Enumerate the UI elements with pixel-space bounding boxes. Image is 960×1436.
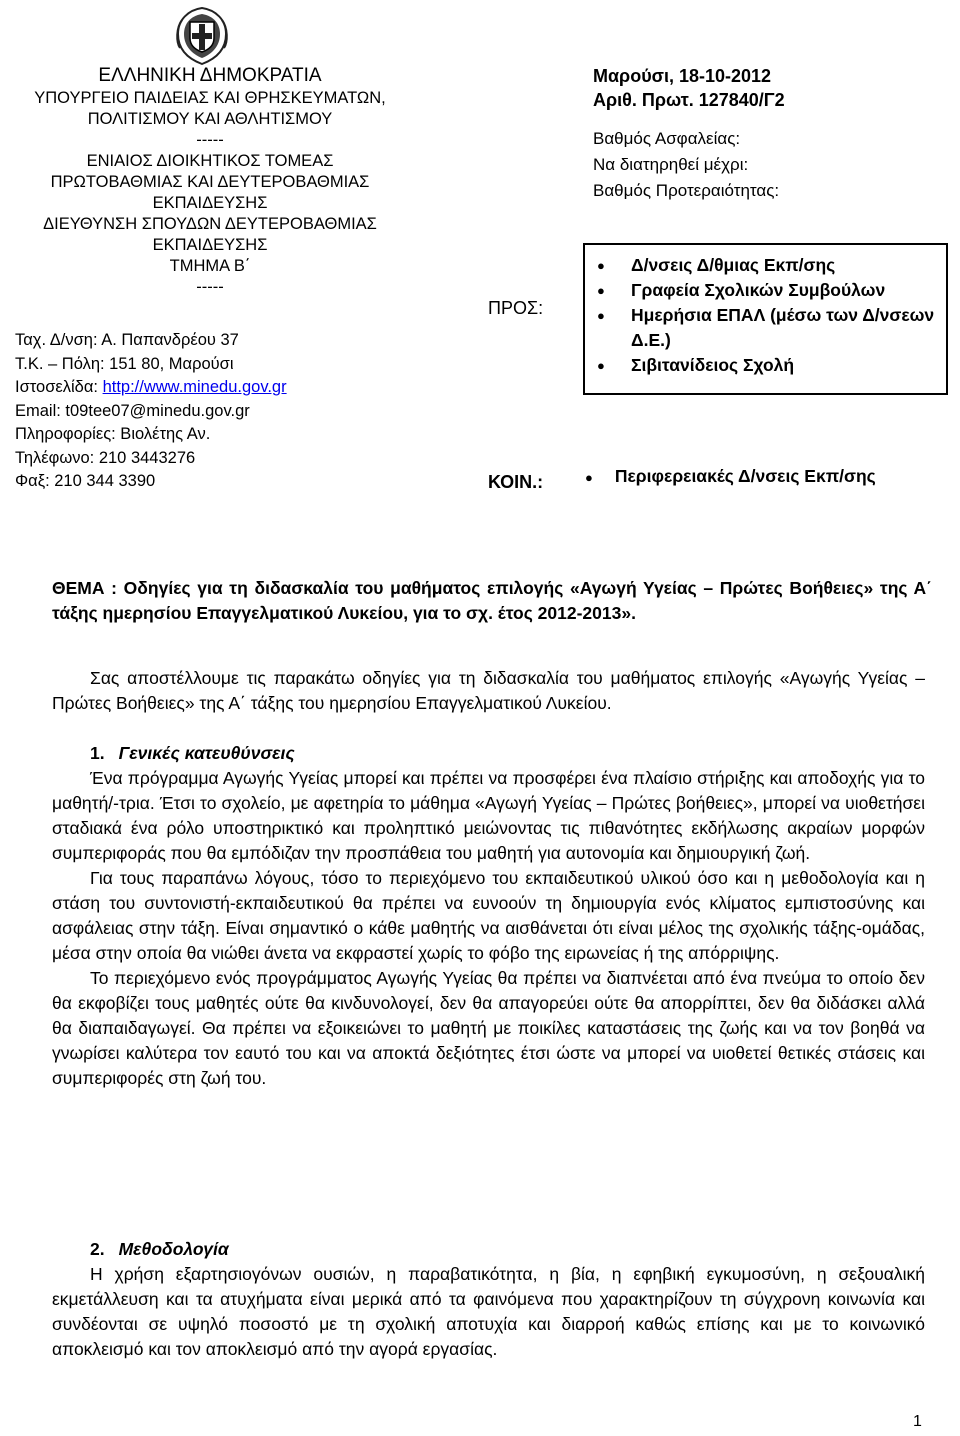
intro-paragraph: Σας αποστέλλουμε τις παρακάτω οδηγίες για τη διδασκαλία του μαθήματος επιλογής «Αγωγής Υγείας – Πρώτες Βοήθειες» της Α΄ τάξης του ημερησίου Επαγγελματικού Λυκείου. [52,668,925,713]
section-general-guidelines [52,741,925,1091]
bullet-icon: ● [585,470,593,485]
body-paragraph: Η χρήση εξαρτησιογόνων ουσιών, η παραβατικότητα, η βία, η εφηβική εγκυμοσύνη, η σεξουαλική εκμετάλλευση και τα ατυχήματα είναι μερικά από τα φαινόμενα που χαρακτηρίζουν τη σύγχρονη κοινωνία και συνδέονται σε υψηλό ποσοστό με τη σχολική αποτυχία και διαρροή καθώς επίσης και με το κοινωνικό αποκλεισμό και τον αποκλεισμό από την αγορά εργασίας. [52,1264,925,1359]
phone-number: Τηλέφωνο: 210 3443276 [15,448,196,467]
header-line: ΕΚΠΑΙΔΕΥΣΗΣ [152,236,268,254]
website-row [15,377,287,401]
page-number: 1 [913,1413,922,1430]
bullet-icon: ● [597,358,605,373]
security-level: Βαθμός Ασφαλείας: [593,129,741,148]
header-separator: ----- [196,131,224,149]
to-label: ΠΡΟΣ: [488,298,544,318]
protocol-number: Αριθ. Πρωτ. 127840/Γ2 [593,90,785,110]
subject-line: ΘΕΜΑ : Οδηγίες για τη διδασκαλία του μαθήματος επιλογής «Αγωγή Υγείας – Πρώτες Βοήθειες» της Α΄ τάξης ημερησίου Επαγγελματικού Λυκείου, για το σχ. έτος 2012-2013». [52,578,932,623]
information-contact: Πληροφορίες: Βιολέτης Αν. [15,425,211,443]
postal-address: Ταχ. Δ/νση: Α. Παπανδρέου 37 [15,331,239,349]
header-line: ΠΡΩΤΟΒΑΘΜΙΑΣ ΚΑΙ ΔΕΥΤΕΡΟΒΑΘΜΙΑΣ [50,173,370,191]
header-line: ΠΟΛΙΤΙΣΜΟΥ ΚΑΙ ΑΘΛΗΤΙΣΜΟΥ [87,110,333,128]
bullet-icon: ● [597,283,605,298]
body-paragraph: Για τους παραπάνω λόγους, τόσο το περιεχόμενο του εκπαιδευτικού υλικού όσο και η μεθοδολογία και η στάση του συντονιστή-εκπαιδευτικού θα πρέπει να ευνοούν τη δημιουργία ενός κλίματος εμπιστοσύνης και ασφάλειας στην τάξη. Είναι σημαντικό ο κάθε μαθητής να αισθάνεται ότι είναι μέλος της σχολικής τάξης-ομάδας, μέσα στην οποία θα νιώθει άνετα να εκφραστεί χωρίς το φόβο της ειρωνείας ή της απόρριψης. [52,868,925,963]
ministry-header [0,64,420,298]
recipient-item: ● Σιβιτανίδειος Σχολή [595,353,946,378]
cc-label: ΚΟΙΝ.: [488,472,544,492]
bullet-icon: ● [597,308,605,323]
fax-number: Φαξ: 210 344 3390 [15,472,156,490]
document-info [593,64,785,204]
header-line: ΔΙΕΥΘΥΝΣΗ ΣΠΟΥΔΩΝ ΔΕΥΤΕΡΟΒΑΘΜΙΑΣ [43,215,377,233]
section-methodology [52,1237,925,1362]
email-row: Email: t09tee07@minedu.gov.gr [15,401,250,420]
contact-details [15,330,287,495]
recipient-item: ● Ημερήσια ΕΠΑΛ (μέσω των Δ/νσεων Δ.Ε.) [597,305,935,350]
header-line: ΕΚΠΑΙΔΕΥΣΗΣ [152,194,268,212]
place-date: Μαρούσι, 18-10-2012 [593,66,772,86]
section-heading: 2. Μεθοδολογία [90,1239,229,1259]
header-separator: ----- [196,278,224,296]
priority-level: Βαθμός Προτεραιότητας: [593,181,780,200]
recipients-list [595,253,946,378]
recipient-item: ● Δ/νσεις Δ/θμιας Εκπ/σης [595,253,946,278]
body-paragraph: Ένα πρόγραμμα Αγωγής Υγείας μπορεί και πρέπει να προσφέρει ένα πλαίσιο στήριξης και αποδοχής για το μαθητή/-τρια. Έτσι το σχολείο, με αφετηρία το μάθημα «Αγωγή Υγείας – Πρώτες βοήθειες», μπορεί να υιοθετήσει σταδιακά ένα ρόλο υποστηρικτικό και προληπτικό μειώνοντας τις πιθανότητες εκδήλωσης ακραίων μορφών συμπεριφοράς που θα εμπόδιζαν την προσπάθεια του μαθητή για αυτονομία και δημιουργική ζωή. [52,768,925,863]
cc-recipient-item: ● Περιφερειακές Δ/νσεις Εκπ/σης [585,466,876,486]
section-heading: 1. Γενικές κατευθύνσεις [90,743,295,763]
website-label: Ιστοσελίδα: [15,378,103,396]
header-line: ΕΝΙΑΙΟΣ ΔΙΟΙΚΗΤΙΚΟΣ ΤΟΜΕΑΣ [86,152,334,170]
bullet-icon: ● [597,258,605,273]
header-line: ΥΠΟΥΡΓΕΙΟ ΠΑΙΔΕΙΑΣ ΚΑΙ ΘΡΗΣΚΕΥΜΑΤΩΝ, [34,89,386,107]
greek-coat-of-arms-emblem [172,4,232,66]
retention-until: Να διατηρηθεί μέχρι: [593,155,749,174]
recipients-box [583,243,948,395]
website-link[interactable]: http://www.minedu.gov.gr [102,378,287,396]
republic-title: ΕΛΛΗΝΙΚΗ ΔΗΜΟΚΡΑΤΙΑ [98,65,322,86]
recipient-item: ● Γραφεία Σχολικών Συμβούλων [595,278,946,303]
body-paragraph: Το περιεχόμενο ενός προγράμματος Αγωγής Υγείας θα πρέπει να διαπνέεται από ένα πνεύμα το οποίο δεν θα εκφοβίζει τους μαθητές ούτε θα κινδυνολογεί, δεν θα απαγορεύει ούτε θα απορρίπτει, δεν θα διδάσκει αλλά θα διαπαιδαγωγεί. Θα πρέπει να εξοικειώνει το μαθητή με ποικίλες καταστάσεις της ζωής και να τον βοηθά να γνωρίσει καλύτερα τον εαυτό του και να αποκτά δεξιότητες έτσι ώστε να μπορεί να υιοθετεί θετικές στάσεις και συμπεριφορές στη ζωή του. [52,968,925,1088]
department-line: ΤΜΗΜΑ Β΄ [169,257,251,275]
postal-code-city: Τ.Κ. – Πόλη: 151 80, Μαρούσι [15,354,234,373]
